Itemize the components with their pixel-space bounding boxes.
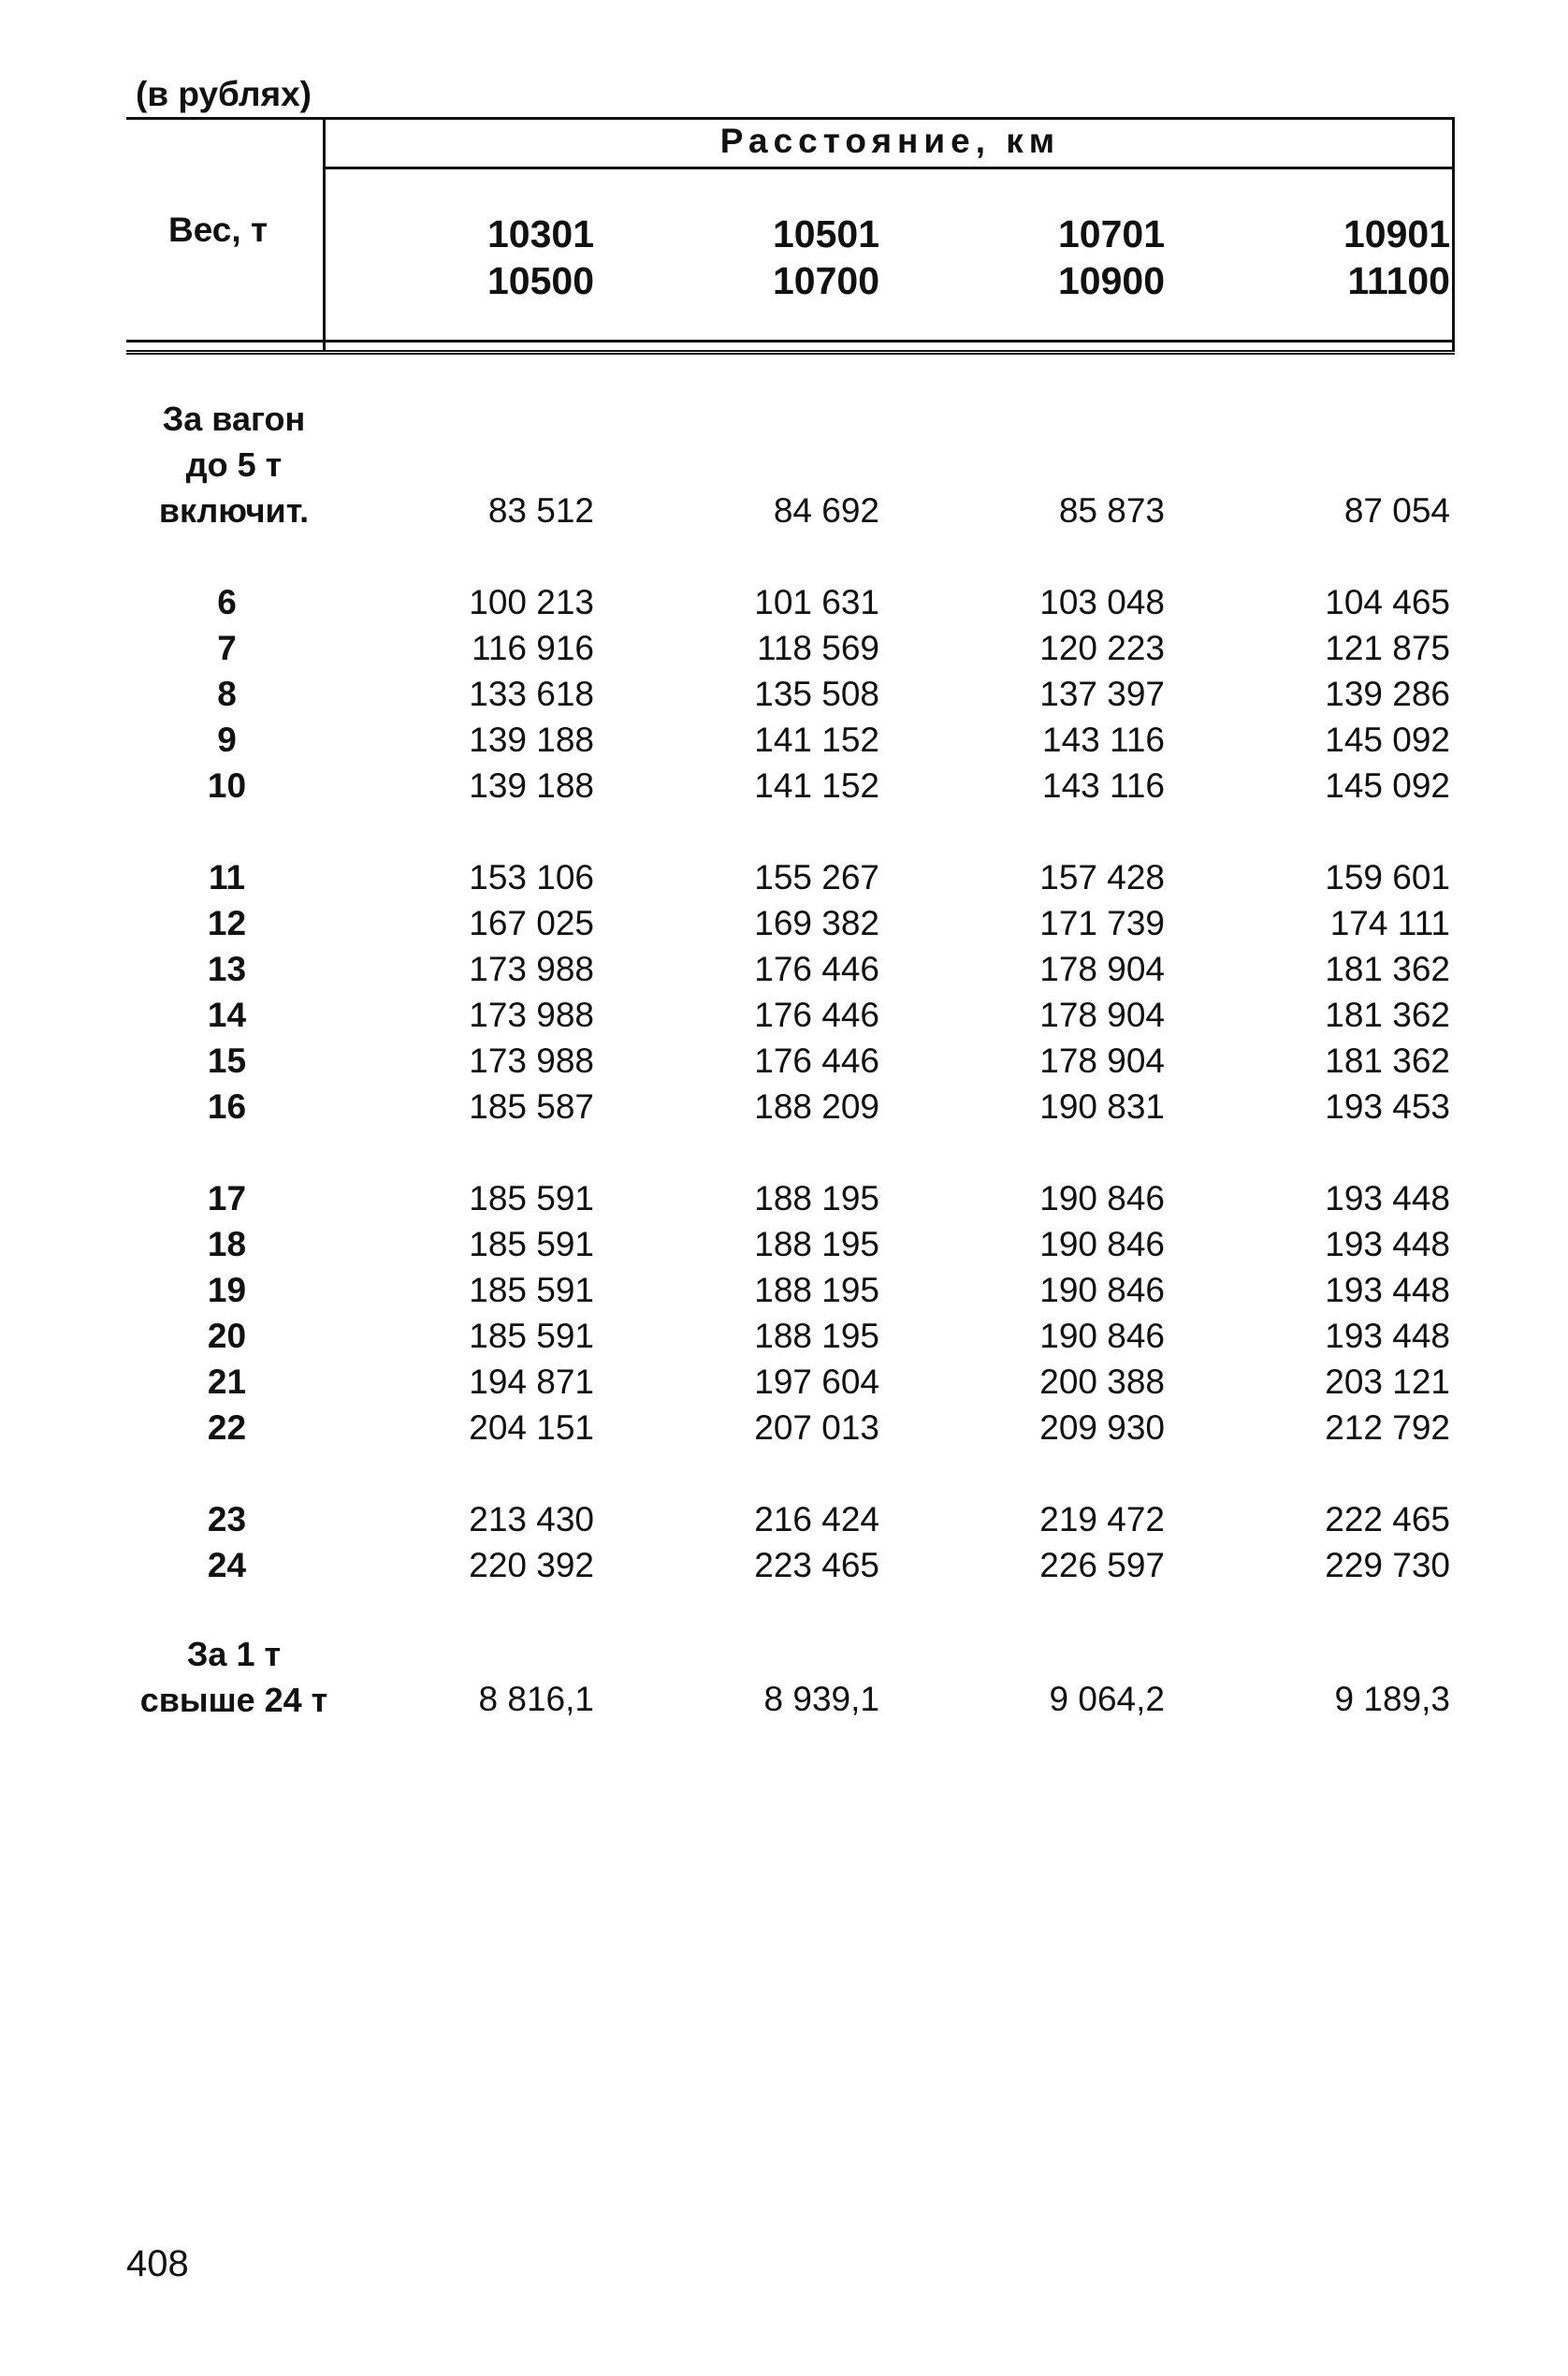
weight-cell: 9	[217, 721, 237, 759]
weight-cell: 20	[207, 1317, 247, 1355]
cell-value: 135 508	[754, 675, 879, 713]
weight-cell: 13	[207, 950, 247, 988]
cell-value: 190 846	[1039, 1317, 1165, 1355]
cell-value: 188 195	[754, 1317, 879, 1355]
table-row	[0, 1677, 1568, 1722]
table-row	[0, 1222, 1568, 1267]
cell-value: 200 388	[1039, 1363, 1165, 1401]
cell-value: 159 601	[1325, 858, 1450, 896]
range-from: 10501	[772, 212, 879, 255]
cell-value: 185 587	[469, 1087, 594, 1126]
cell-value: 178 904	[1039, 950, 1165, 988]
cell-value: 145 092	[1325, 721, 1450, 759]
cell-value: 176 446	[754, 1042, 879, 1080]
table-row	[0, 993, 1568, 1038]
cell-value: 143 116	[1042, 721, 1165, 759]
cell-value: 171 739	[1039, 904, 1165, 942]
weight-cell: 21	[207, 1363, 247, 1401]
table-row	[0, 626, 1568, 671]
cell-value: 207 013	[754, 1408, 879, 1447]
cell-value: 219 472	[1039, 1500, 1165, 1538]
cell-value: 188 195	[754, 1225, 879, 1263]
range-to: 10500	[486, 259, 594, 302]
label-line: свыше 24 т	[139, 1681, 328, 1719]
weight-cell: 17	[207, 1179, 247, 1217]
cell-value: 101 631	[754, 583, 879, 621]
table-row	[0, 764, 1568, 809]
distance-header: Расстояние, км	[719, 122, 1061, 160]
cell-value: 188 195	[754, 1179, 879, 1217]
cell-value: 155 267	[754, 858, 879, 896]
range-from: 10701	[1057, 212, 1165, 255]
weight-cell: 8	[217, 675, 237, 713]
cell-value: 193 448	[1325, 1317, 1450, 1355]
cell-value: 167 025	[469, 904, 594, 942]
cell-value: 185 591	[469, 1317, 594, 1355]
cell-value: 157 428	[1039, 858, 1165, 896]
cell-value: 143 116	[1042, 766, 1165, 805]
cell-value: 193 448	[1325, 1179, 1450, 1217]
range-header-1	[426, 211, 594, 304]
cell-value: 9 064,2	[1049, 1680, 1165, 1718]
cell-value: 83 512	[487, 491, 594, 530]
cell-value: 173 988	[469, 1042, 594, 1080]
label-line: включит.	[158, 491, 310, 530]
label-line: до 5 т	[185, 445, 283, 484]
cell-value: 181 362	[1325, 996, 1450, 1034]
range-header-3	[996, 211, 1165, 304]
header-divider-bottom	[126, 340, 1455, 343]
range-to: 10700	[772, 259, 879, 302]
range-to: 10900	[1057, 259, 1165, 302]
unit-note: (в рублях)	[136, 75, 312, 113]
cell-value: 178 904	[1039, 1042, 1165, 1080]
table-row	[0, 718, 1568, 763]
cell-value: 190 831	[1039, 1087, 1165, 1126]
cell-value: 139 188	[469, 766, 594, 805]
range-to: 11100	[1347, 259, 1450, 302]
cell-value: 193 448	[1325, 1271, 1450, 1309]
weight-cell: 11	[208, 858, 246, 896]
table-row	[0, 1497, 1568, 1542]
range-from: 10901	[1343, 212, 1450, 255]
weight-cell: 16	[207, 1087, 247, 1126]
weight-cell: 18	[207, 1225, 247, 1263]
cell-value: 87 054	[1343, 491, 1450, 530]
cell-value: 8 939,1	[763, 1680, 879, 1718]
range-header-4	[1282, 211, 1450, 304]
page-number: 408	[126, 2243, 189, 2284]
cell-value: 103 048	[1039, 583, 1165, 621]
cell-value: 193 448	[1325, 1225, 1450, 1263]
cell-value: 173 988	[469, 950, 594, 988]
table-row	[0, 1360, 1568, 1405]
cell-value: 185 591	[469, 1225, 594, 1263]
cell-value: 194 871	[469, 1363, 594, 1401]
cell-value: 104 465	[1325, 583, 1450, 621]
weight-cell: 6	[217, 583, 237, 621]
table-row	[0, 488, 1568, 533]
cell-value: 8 816,1	[478, 1680, 594, 1718]
cell-value: 100 213	[469, 583, 594, 621]
cell-value: 169 382	[754, 904, 879, 942]
cell-value: 173 988	[469, 996, 594, 1034]
cell-value: 226 597	[1039, 1546, 1165, 1584]
range-header-2	[711, 211, 879, 304]
range-from: 10301	[486, 212, 594, 255]
cell-value: 193 453	[1325, 1087, 1450, 1126]
cell-value: 197 604	[754, 1363, 879, 1401]
cell-value: 216 424	[754, 1500, 879, 1538]
label-line: За 1 т	[186, 1635, 282, 1673]
weight-column-header: Вес, т	[168, 211, 269, 249]
cell-value: 174 111	[1329, 904, 1450, 942]
cell-value: 223 465	[754, 1546, 879, 1584]
cell-value: 181 362	[1325, 950, 1450, 988]
cell-value: 190 846	[1039, 1179, 1165, 1217]
cell-value: 116 916	[472, 629, 594, 667]
table-row	[0, 580, 1568, 625]
cell-value: 188 209	[754, 1087, 879, 1126]
table-row	[0, 1543, 1568, 1588]
table-row	[0, 1268, 1568, 1313]
table-row	[0, 1176, 1568, 1221]
cell-value: 153 106	[469, 858, 594, 896]
cell-value: 118 569	[757, 629, 879, 667]
cell-value: 178 904	[1039, 996, 1165, 1034]
weight-cell: 23	[207, 1500, 247, 1538]
table-row	[0, 672, 1568, 717]
cell-value: 120 223	[1039, 629, 1165, 667]
cell-value: 190 846	[1039, 1225, 1165, 1263]
cell-value: 176 446	[754, 996, 879, 1034]
table-row	[0, 947, 1568, 992]
cell-value: 213 430	[469, 1500, 594, 1538]
cell-value: 137 397	[1039, 675, 1165, 713]
cell-value: 185 591	[469, 1179, 594, 1217]
weight-cell: 7	[217, 629, 237, 667]
weight-cell: 14	[207, 996, 247, 1034]
label-line: За вагон	[162, 400, 306, 438]
table-row	[0, 1039, 1568, 1084]
cell-value: 188 195	[754, 1271, 879, 1309]
cell-value: 185 591	[469, 1271, 594, 1309]
weight-cell: 12	[207, 904, 247, 942]
table-row	[0, 855, 1568, 900]
cell-value: 133 618	[469, 675, 594, 713]
table-row	[0, 1085, 1568, 1130]
cell-value: 222 465	[1325, 1500, 1450, 1538]
weight-cell: 15	[207, 1042, 247, 1080]
cell-value: 121 875	[1325, 629, 1450, 667]
cell-value: 145 092	[1325, 766, 1450, 805]
cell-value: 229 730	[1325, 1546, 1450, 1584]
cell-value: 204 151	[469, 1408, 594, 1447]
cell-value: 141 152	[754, 721, 879, 759]
header-divider-mid	[323, 167, 1455, 169]
table-row	[0, 1314, 1568, 1359]
cell-value: 85 873	[1058, 491, 1165, 530]
cell-value: 139 188	[469, 721, 594, 759]
cell-value: 190 846	[1039, 1271, 1165, 1309]
cell-value: 9 189,3	[1334, 1680, 1450, 1718]
weight-cell: 22	[207, 1408, 247, 1447]
table-row	[0, 1406, 1568, 1450]
cell-value: 139 286	[1325, 675, 1450, 713]
weight-cell: 10	[207, 766, 247, 805]
cell-value: 212 792	[1325, 1408, 1450, 1447]
cell-value: 220 392	[469, 1546, 594, 1584]
weight-cell: 24	[207, 1546, 247, 1584]
table-row	[0, 901, 1568, 946]
cell-value: 181 362	[1325, 1042, 1450, 1080]
cell-value: 84 692	[773, 491, 879, 530]
weight-cell: 19	[207, 1271, 247, 1309]
cell-value: 203 121	[1325, 1363, 1450, 1401]
cell-value: 141 152	[754, 766, 879, 805]
cell-value: 176 446	[754, 950, 879, 988]
cell-value: 209 930	[1039, 1408, 1165, 1447]
